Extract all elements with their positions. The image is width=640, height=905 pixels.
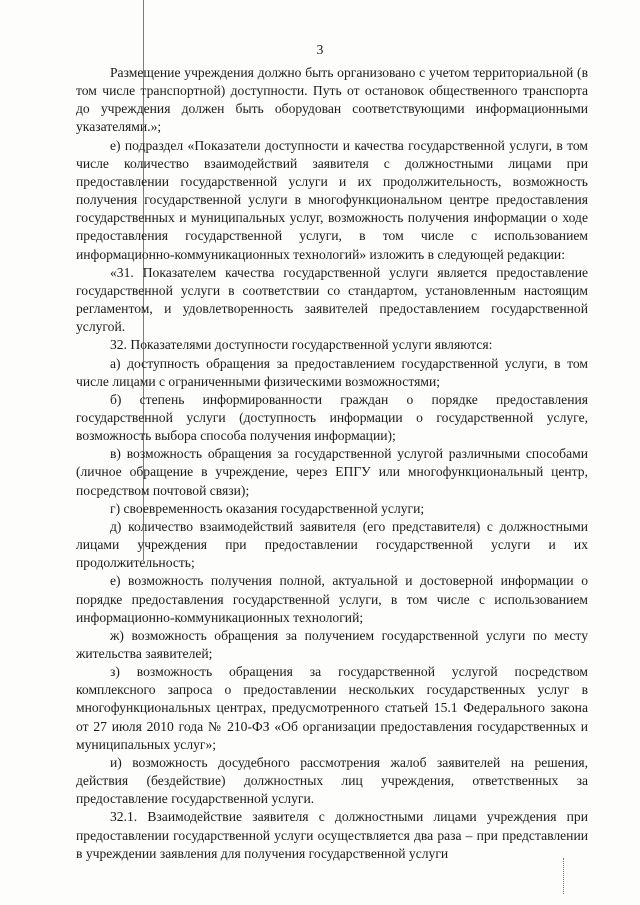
document-body — [76, 64, 588, 863]
page-number: 3 — [316, 42, 324, 57]
paragraph: б) степень информированности граждан о порядке предоставления государственной услуги (доступность информации о государственной услуге, возможность выбора способа получения информации); — [76, 391, 588, 444]
paragraph: в) возможность обращения за государственной услугой различными способами (личное обращение в учреждение, через ЕПГУ или многофункциональный центр, посредством почтовой связи); — [76, 446, 588, 498]
scan-edge-marks — [563, 858, 566, 894]
paragraph: а) доступность обращения за предоставлением государственной услуги, в том числе лицами с ограниченными физическими возможностями; — [76, 355, 588, 389]
paragraph: г) своевременность оказания государственной услуги; — [110, 500, 425, 516]
paragraph: з) возможность обращения за государственной услугой посредством комплексного запроса о предоставлении нескольких государственных услуг в многофункциональных центрах, предусмотренного статьей 15.1 Федерального закона от 27 июля 2010 года № 210-ФЗ «Об организации предоставления государственных и муниципальных услуг»; — [76, 664, 588, 752]
paragraph: д) количество взаимодействий заявителя (его представителя) с должностными лицами учреждения при предоставлении государственной услуги и их продолжительность; — [76, 518, 588, 571]
paragraph: «31. Показателем качества государственной услуги является предоставление государственной услуги в соответствии со стандартом, установленным настоящим регламентом, и удовлетворенность заявителей предоставлением государственной услугой. — [76, 264, 588, 335]
paragraph: и) возможность досудебного рассмотрения жалоб заявителей на решения, действия (бездействие) должностных лиц учреждения, ответственных за предоставление государственной услуги. — [76, 754, 588, 807]
paragraph: 32.1. Взаимодействие заявителя с должностными лицами учреждения при предоставлении государственной услуги осуществляется два раза – при представлении в учреждении заявления для получения государственной услуги — [76, 809, 588, 861]
paragraph: ж) возможность обращения за получением государственной услуги по месту жительства заявителей; — [76, 627, 588, 661]
paragraph: Размещение учреждения должно быть организовано с учетом территориальной (в том числе транспортной) доступности. Путь от остановок общественного транспорта до учреждения должен быть оборудован соответствующими информационными указателями.»; — [76, 65, 588, 135]
paragraph: е) подраздел «Показатели доступности и качества государственной услуги, в том числе количество взаимодействий заявителя с должностными лицами при предоставлении государственной услуги и их продолжительность, возможность получения государственной услуги в многофункциональном центре предоставления государственных и муниципальных услуг, возможность получения информации о ходе предоставления государственной услуги, в том числе с использованием информационно-коммуникационных технологий» изложить в следующей редакции: — [76, 137, 588, 262]
paragraph: 32. Показателями доступности государственной услуги являются: — [110, 337, 493, 353]
paragraph: е) возможность получения полной, актуальной и достоверной информации о порядке предоставления государственной услуги, в том числе с использованием информационно-коммуникационных технологий; — [76, 573, 588, 625]
